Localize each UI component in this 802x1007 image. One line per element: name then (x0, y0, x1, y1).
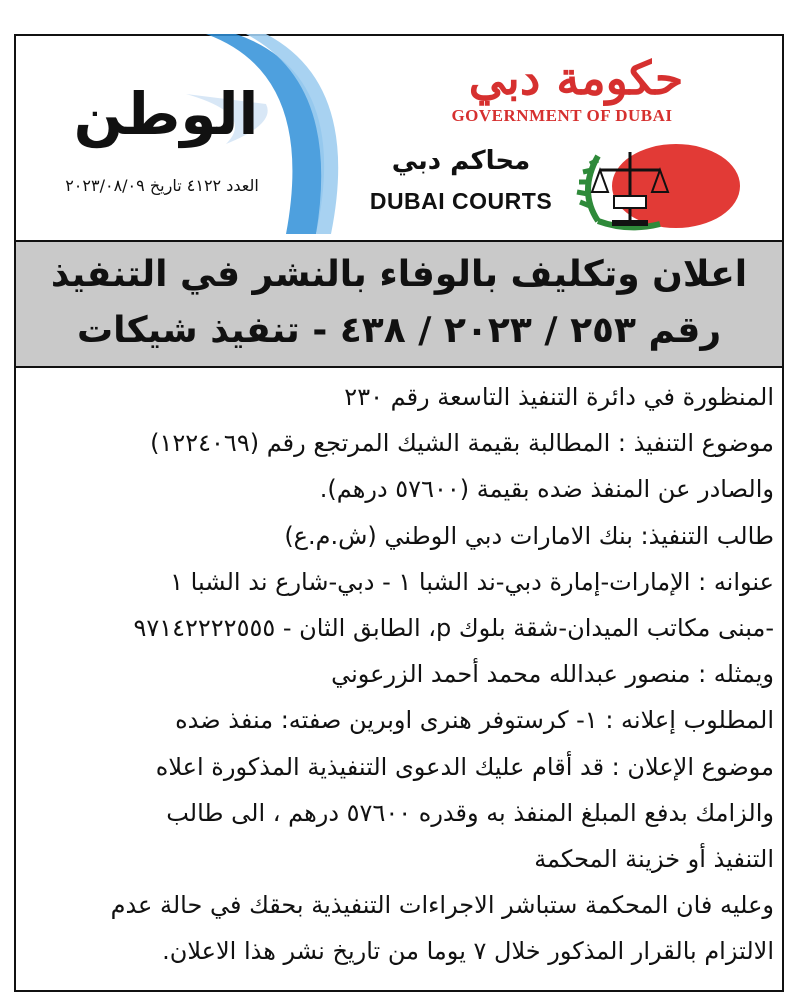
dubai-courts-arabic: محاكم دبي (391, 146, 531, 176)
government-of-dubai-text: GOVERNMENT OF DUBAI (451, 106, 673, 125)
body-line: موضوع الإعلان : قد أقام عليك الدعوى التنفيذية المذكورة اعلاه (155, 752, 774, 781)
notice-body (24, 374, 774, 975)
body-line: الالتزام بالقرار المذكور خلال ٧ يوما من تاريخ نشر هذا الاعلان. (162, 937, 774, 966)
body-line: والزامك بدفع المبلغ المنفذ به وقدره ٥٧٦٠٠ درهم ، الى طالب (166, 798, 774, 827)
notice-frame (14, 34, 784, 992)
notice-title: اعلان وتكليف بالوفاء بالنشر في التنفيذ (50, 254, 748, 295)
issue-number-date: العدد ٤١٢٢ تاريخ ٢٠٢٣/٠٨/٠٩ (65, 176, 259, 195)
body-line: والصادر عن المنفذ ضده بقيمة (٥٧٦٠٠ درهم). (319, 475, 774, 504)
government-of-dubai-logo (446, 42, 706, 112)
notice-title-band (16, 240, 782, 368)
body-line: المنظورة في دائرة التنفيذ التاسعة رقم ٢٣٠ (344, 383, 774, 411)
body-line: -مبنى مكاتب الميدان-شقة بلوك p، الطابق الثان - ٩٧١٤٢٢٢٢٥٥٥ (133, 614, 774, 643)
al-watan-logo: الوطن (73, 80, 259, 148)
dubai-courts-emblem-icon (568, 136, 748, 236)
body-line: عنوانه : الإمارات-إمارة دبي-ند الشبا ١ - دبي-شارع ند الشبا ١ (170, 567, 774, 596)
body-line: ويمثله : منصور عبدالله محمد أحمد الزرعوني (331, 660, 774, 689)
notice-header (16, 36, 782, 236)
government-script-text: حكومة دبي (468, 51, 684, 105)
body-line: التنفيذ أو خزينة المحكمة (534, 845, 774, 874)
case-number: رقم ٢٥٣ / ٢٠٢٣ / ٤٣٨ - تنفيذ شيكات (76, 310, 722, 351)
body-line: موضوع التنفيذ : المطالبة بقيمة الشيك المرتجع رقم (١٢٢٤٠٦٩) (150, 429, 774, 458)
dubai-courts-english: DUBAI COURTS (369, 188, 553, 214)
body-line: طالب التنفيذ: بنك الامارات دبي الوطني (ش.م.ع) (284, 521, 774, 550)
body-line: المطلوب إعلانه : ١- كرستوفر هنرى اوبرين صفته: منفذ ضده (175, 706, 774, 735)
body-line: وعليه فان المحكمة ستباشر الاجراءات التنفيذية بحقك في حالة عدم (110, 891, 774, 920)
